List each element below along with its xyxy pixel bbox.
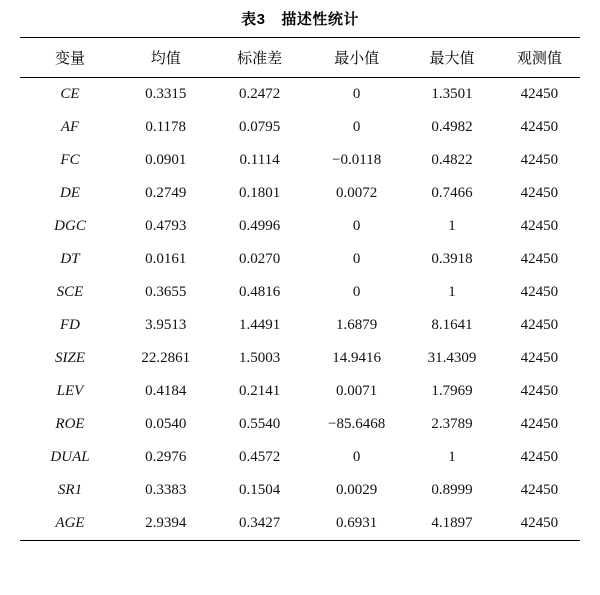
cell-obs: 42450 <box>520 416 559 432</box>
table-row <box>20 441 580 474</box>
cell-sd: 0.4996 <box>239 218 281 234</box>
cell-mean: 0.4184 <box>145 383 187 399</box>
table-row <box>20 474 580 507</box>
cell-mean: 3.9513 <box>145 317 187 333</box>
cell-min: 0.0029 <box>336 482 378 498</box>
cell-max: 1 <box>448 284 456 300</box>
cell-variable: AGE <box>55 515 85 531</box>
cell-mean: 0.0540 <box>145 416 187 432</box>
column-header-min: 最小值 <box>334 50 380 67</box>
cell-mean: 0.1178 <box>145 119 187 135</box>
cell-max: 1 <box>448 449 456 465</box>
cell-min: 1.6879 <box>336 317 378 333</box>
table-row <box>20 243 580 276</box>
table-row <box>20 408 580 441</box>
cell-variable: DT <box>60 251 80 267</box>
cell-mean: 0.3315 <box>145 86 187 102</box>
cell-variable: DE <box>60 185 80 201</box>
table-row <box>20 78 580 112</box>
cell-sd: 0.2472 <box>239 86 281 102</box>
cell-max: 0.3918 <box>431 251 473 267</box>
cell-variable: LEV <box>56 383 84 399</box>
cell-obs: 42450 <box>520 119 559 135</box>
cell-obs: 42450 <box>520 251 559 267</box>
cell-max: 2.3789 <box>431 416 473 432</box>
table-row <box>20 144 580 177</box>
cell-max: 8.1641 <box>431 317 473 333</box>
cell-max: 0.8999 <box>431 482 473 498</box>
cell-min: 0 <box>352 449 361 465</box>
cell-mean: 0.2749 <box>145 185 187 201</box>
cell-sd: 0.1504 <box>239 482 281 498</box>
cell-sd: 0.4816 <box>239 284 281 300</box>
cell-variable: DGC <box>54 218 86 234</box>
cell-mean: 0.0901 <box>145 152 187 168</box>
cell-min: 0 <box>352 284 361 300</box>
cell-max: 0.4822 <box>431 152 473 168</box>
table-row <box>20 507 580 541</box>
header-row <box>20 38 580 78</box>
column-header-variable: 变量 <box>55 50 86 67</box>
table-row <box>20 111 580 144</box>
cell-sd: 0.0795 <box>239 119 281 135</box>
cell-max: 1.3501 <box>431 86 473 102</box>
cell-obs: 42450 <box>520 185 559 201</box>
cell-sd: 0.1114 <box>239 152 280 168</box>
cell-sd: 0.4572 <box>239 449 281 465</box>
cell-variable: ROE <box>55 416 85 432</box>
cell-variable: SCE <box>56 284 84 300</box>
table-row <box>20 342 580 375</box>
cell-variable: AF <box>60 119 80 135</box>
descriptive-statistics-table <box>20 37 580 541</box>
table-number: 3 <box>256 11 266 28</box>
cell-variable: CE <box>60 86 80 102</box>
cell-min: 0.0071 <box>336 383 378 399</box>
column-header-max: 最大值 <box>429 50 475 67</box>
column-header-mean: 均值 <box>150 50 181 67</box>
cell-min: 0 <box>352 218 361 234</box>
cell-max: 0.7466 <box>431 185 473 201</box>
cell-variable: SR1 <box>57 482 83 498</box>
cell-min: 0 <box>352 119 361 135</box>
table-row <box>20 309 580 342</box>
cell-mean: 0.3383 <box>145 482 187 498</box>
cell-max: 0.4982 <box>431 119 473 135</box>
cell-variable: FC <box>60 152 80 168</box>
table-row <box>20 276 580 309</box>
cell-min: 0.0072 <box>336 185 378 201</box>
table-caption <box>0 0 600 37</box>
cell-max: 4.1897 <box>431 515 473 531</box>
cell-max: 31.4309 <box>427 350 477 366</box>
cell-variable: FD <box>60 317 80 333</box>
cell-min: 14.9416 <box>332 350 381 366</box>
cell-sd: 0.3427 <box>239 515 281 531</box>
table-label: 表 <box>241 11 257 28</box>
column-header-obs: 观测值 <box>516 50 562 67</box>
cell-min: −0.0118 <box>332 152 382 168</box>
cell-obs: 42450 <box>520 350 559 366</box>
cell-obs: 42450 <box>520 482 559 498</box>
table-row <box>20 177 580 210</box>
table-row <box>20 210 580 243</box>
cell-obs: 42450 <box>520 449 559 465</box>
cell-mean: 0.0161 <box>145 251 187 267</box>
cell-sd: 0.2141 <box>239 383 281 399</box>
cell-mean: 0.2976 <box>145 449 187 465</box>
cell-sd: 0.1801 <box>239 185 281 201</box>
cell-obs: 42450 <box>520 218 559 234</box>
table-body <box>20 78 580 541</box>
table-header <box>20 38 580 78</box>
column-header-sd: 标准差 <box>237 50 283 67</box>
cell-obs: 42450 <box>520 86 559 102</box>
cell-sd: 1.5003 <box>239 350 281 366</box>
cell-variable: DUAL <box>50 449 90 465</box>
cell-min: 0 <box>352 251 361 267</box>
cell-mean: 22.2861 <box>141 350 191 366</box>
cell-min: 0.6931 <box>336 515 378 531</box>
cell-min: 0 <box>352 86 361 102</box>
cell-obs: 42450 <box>520 152 559 168</box>
cell-min: −85.6468 <box>328 416 386 432</box>
cell-max: 1 <box>448 218 456 234</box>
table-row <box>20 375 580 408</box>
cell-obs: 42450 <box>520 317 559 333</box>
cell-obs: 42450 <box>520 284 559 300</box>
cell-obs: 42450 <box>520 515 559 531</box>
cell-max: 1.7969 <box>431 383 473 399</box>
cell-sd: 0.0270 <box>239 251 281 267</box>
cell-sd: 1.4491 <box>239 317 281 333</box>
cell-sd: 0.5540 <box>239 416 281 432</box>
cell-mean: 0.4793 <box>145 218 187 234</box>
table-caption-text: 描述性统计 <box>281 11 359 28</box>
cell-variable: SIZE <box>55 350 85 366</box>
cell-mean: 0.3655 <box>145 284 187 300</box>
cell-obs: 42450 <box>520 383 559 399</box>
cell-mean: 2.9394 <box>145 515 187 531</box>
